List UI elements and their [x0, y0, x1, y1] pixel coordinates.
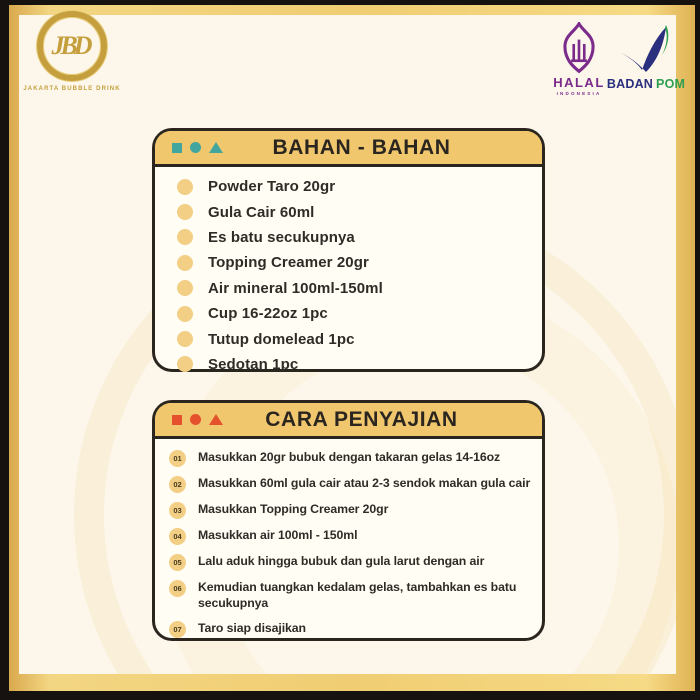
halal-gunungan-icon: [557, 22, 601, 74]
step-text: Masukkan Topping Creamer 20gr: [198, 502, 389, 516]
step-text: Masukkan 60ml gula cair atau 2-3 sendok makan gula cair: [198, 476, 531, 490]
header-shapes-teal: [172, 131, 223, 164]
step-number-badge: 04: [169, 528, 186, 545]
bpom-word-badan: BADAN: [606, 77, 654, 91]
steps-card: [152, 400, 545, 641]
step-item: [169, 554, 532, 571]
ingredient-label: Powder Taro 20gr: [208, 178, 336, 196]
bullet-icon: [177, 356, 193, 372]
ingredient-item: [177, 276, 524, 301]
bpom-certification: [606, 24, 686, 91]
step-item: [169, 450, 532, 467]
bpom-words: [606, 77, 686, 91]
bullet-icon: [177, 204, 193, 220]
ingredients-card-header: [155, 131, 542, 167]
ingredient-item: [177, 352, 524, 377]
ingredient-label: Tutup domelead 1pc: [208, 330, 355, 348]
circle-icon: [190, 414, 201, 425]
step-text: Masukkan air 100ml - 150ml: [198, 528, 358, 542]
ingredient-item: [177, 301, 524, 326]
brand-logo: [16, 11, 128, 92]
steps-card-header: [155, 403, 542, 439]
brand-name: JAKARTA BUBBLE DRINK: [23, 86, 121, 92]
square-icon: [172, 415, 182, 425]
step-list: [155, 439, 542, 638]
ingredients-card: [152, 128, 545, 372]
bpom-word-pom: POM: [656, 77, 686, 91]
step-number-badge: 02: [169, 476, 186, 493]
ingredients-card-title: BAHAN - BAHAN: [272, 135, 451, 159]
ingredient-label: Cup 16-22oz 1pc: [208, 305, 328, 323]
ingredient-item: [177, 326, 524, 351]
bullet-icon: [177, 331, 193, 347]
bullet-icon: [177, 255, 193, 271]
step-item: [169, 580, 532, 612]
step-number-badge: 05: [169, 554, 186, 571]
bpom-checkmark-icon: [618, 24, 674, 74]
brand-monogram: JBD: [51, 31, 89, 60]
step-number-badge: 06: [169, 580, 186, 597]
ingredient-label: Gula Cair 60ml: [208, 203, 315, 221]
ingredient-item: [177, 225, 524, 250]
step-text: Kemudian tuangkan kedalam gelas, tambahkan es batu secukupnya: [198, 580, 517, 610]
bullet-icon: [177, 306, 193, 322]
triangle-icon: [209, 142, 223, 153]
brand-logo-ring: [37, 11, 107, 81]
circle-icon: [190, 142, 201, 153]
step-number-badge: 01: [169, 450, 186, 467]
triangle-icon: [209, 414, 223, 425]
halal-certification: [549, 22, 609, 96]
header-shapes-orange: [172, 403, 223, 436]
square-icon: [172, 143, 182, 153]
step-number-badge: 07: [169, 621, 186, 638]
step-text: Masukkan 20gr bubuk dengan takaran gelas 14-16oz: [198, 450, 501, 464]
step-item: [169, 528, 532, 545]
ingredient-item: [177, 174, 524, 199]
step-item: [169, 621, 532, 638]
ingredient-list: [155, 167, 542, 377]
step-number-badge: 03: [169, 502, 186, 519]
ingredient-label: Sedotan 1pc: [208, 355, 299, 373]
halal-subtitle: INDONESIA: [556, 91, 602, 96]
step-text: Lalu aduk hingga bubuk dan gula larut dengan air: [198, 554, 485, 568]
step-text: Taro siap disajikan: [198, 620, 306, 635]
step-item: [169, 476, 532, 493]
ingredient-item: [177, 199, 524, 224]
bullet-icon: [177, 179, 193, 195]
ingredient-label: Es batu secukupnya: [208, 228, 355, 246]
step-item: [169, 502, 532, 519]
halal-word: HALAL: [553, 75, 605, 90]
steps-card-title: CARA PENYAJIAN: [265, 407, 458, 431]
ingredient-label: Air mineral 100ml-150ml: [208, 279, 383, 297]
bullet-icon: [177, 229, 193, 245]
ingredient-item: [177, 250, 524, 275]
ingredient-label: Topping Creamer 20gr: [208, 254, 369, 272]
bullet-icon: [177, 280, 193, 296]
